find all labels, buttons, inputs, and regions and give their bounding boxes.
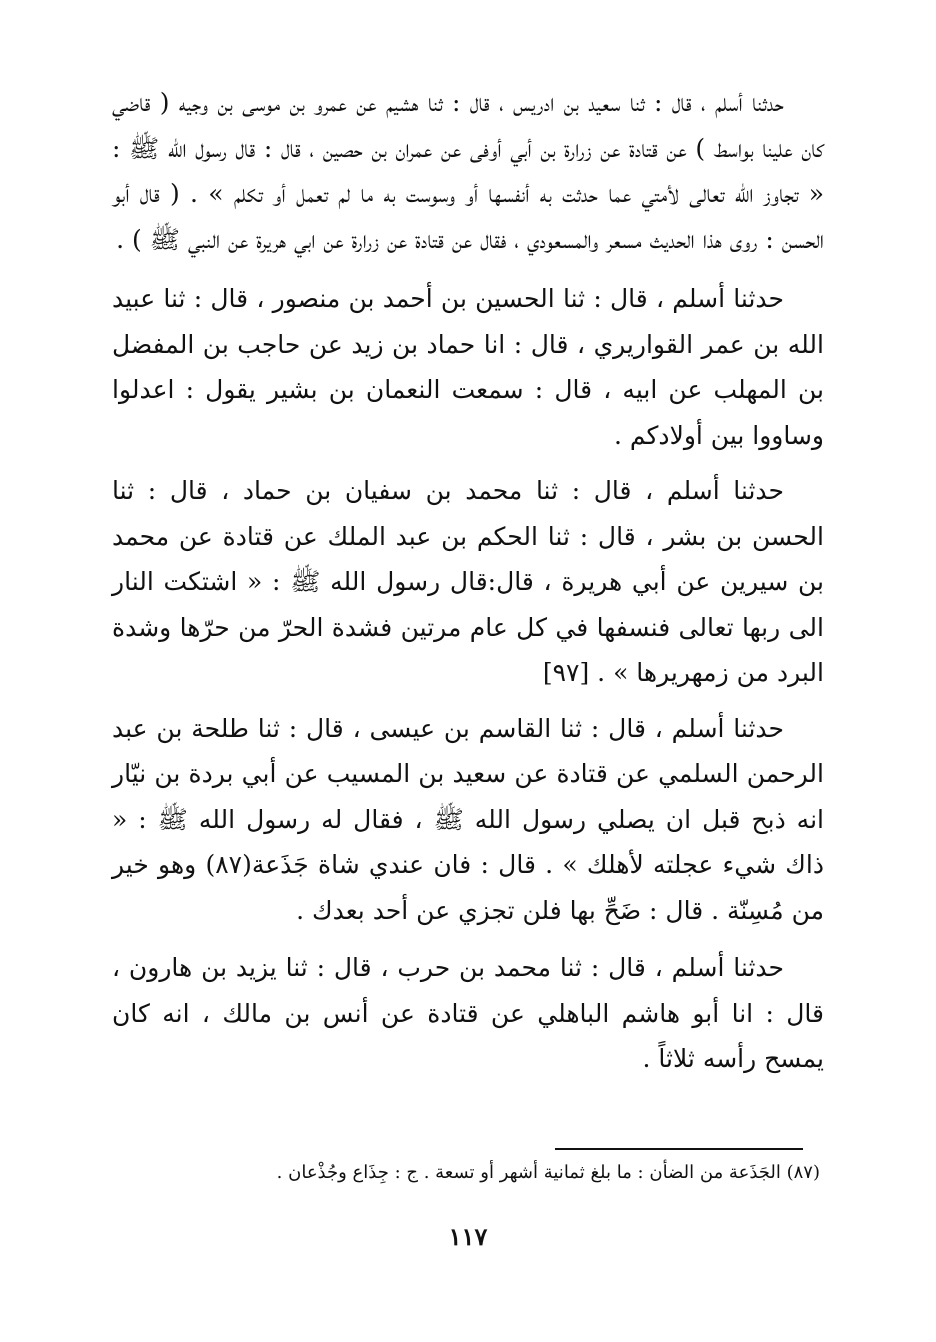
hadith-paragraph-3: حدثنا أسلم ، قال : ثنا محمد بن سفيان بن حماد ، قال : ثنا الحسن بن بشر ، قال : ثنا الحكم بن عبد الملك عن قتادة عن محمد بن سيرين عن أبي هريرة ، قال:قال رسول الله ﷺ : « اشتكت النار الى ربها تعالى فنسفها في كل عام مرتين فشدة الحرّ من حرّها وشدة البرد من زمهريرها » . [٩٧] (112, 476, 824, 687)
hadith-paragraph-5: حدثنا أسلم ، قال : ثنا محمد بن حرب ، قال : ثنا يزيد بن هارون ، قال : انا أبو هاشم الباهلي عن قتادة عن أنس بن مالك ، انه كان يمسح رأسه ثلاثاً . (112, 953, 824, 1073)
page-body (112, 80, 824, 1092)
hadith-paragraph-1: حدثنا أسلم ، قال : ثنا سعيد بن ادريس ، قال : ثنا هشيم عن عمرو بن موسى بن وجيه ( قاضي كان علينا بواسط ) عن قتادة عن زرارة بن أبي أوفى عن عمران بن حصين ، قال : قال رسول الله ﷺ : « تجاوز الله تعالى لأمتي عما حدثت به أنفسها أو وسوست به ما لم تعمل أو تكلم » . ( قال أبو الحسن : روى هذا الحديث مسعر والمسعودي ، فقال عن قتادة عن زرارة عن ابي هريرة عن النبي ﷺ ) . (112, 88, 824, 254)
hadith-paragraph-4: حدثنا أسلم ، قال : ثنا القاسم بن عيسى ، قال : ثنا طلحة بن عبد الرحمن السلمي عن قتادة عن سعيد بن المسيب عن أبي بردة بن نيّار انه ذبح قبل ان يصلي رسول الله ﷺ ، فقال له رسول الله ﷺ : « ذاك شيء عجلته لأهلك » . قال : فان عندي شاة جَذَعة(٨٧) وهو خير من مُسِنّة . قال : ضَحِّ بها فلن تجزي عن أحد بعدك . (112, 713, 824, 925)
hadith-paragraph-2: حدثنا أسلم ، قال : ثنا الحسين بن أحمد بن منصور ، قال : ثنا عبيد الله بن عمر القواريري ، قال : انا حماد بن زيد عن حاجب بن المفضل بن المهلب عن ابيه ، قال : سمعت النعمان بن بشير يقول : اعدلوا وساووا بين أولادكم . (112, 284, 824, 450)
footnote-divider (555, 1148, 803, 1150)
page-number: ١١٧ (448, 1222, 488, 1251)
footnote: (٨٧) الجَذَعة من الضأن : ما بلغ ثمانية أشهر أو تسعة . ج : جِذَاع وجُذْعان . (276, 1162, 820, 1183)
